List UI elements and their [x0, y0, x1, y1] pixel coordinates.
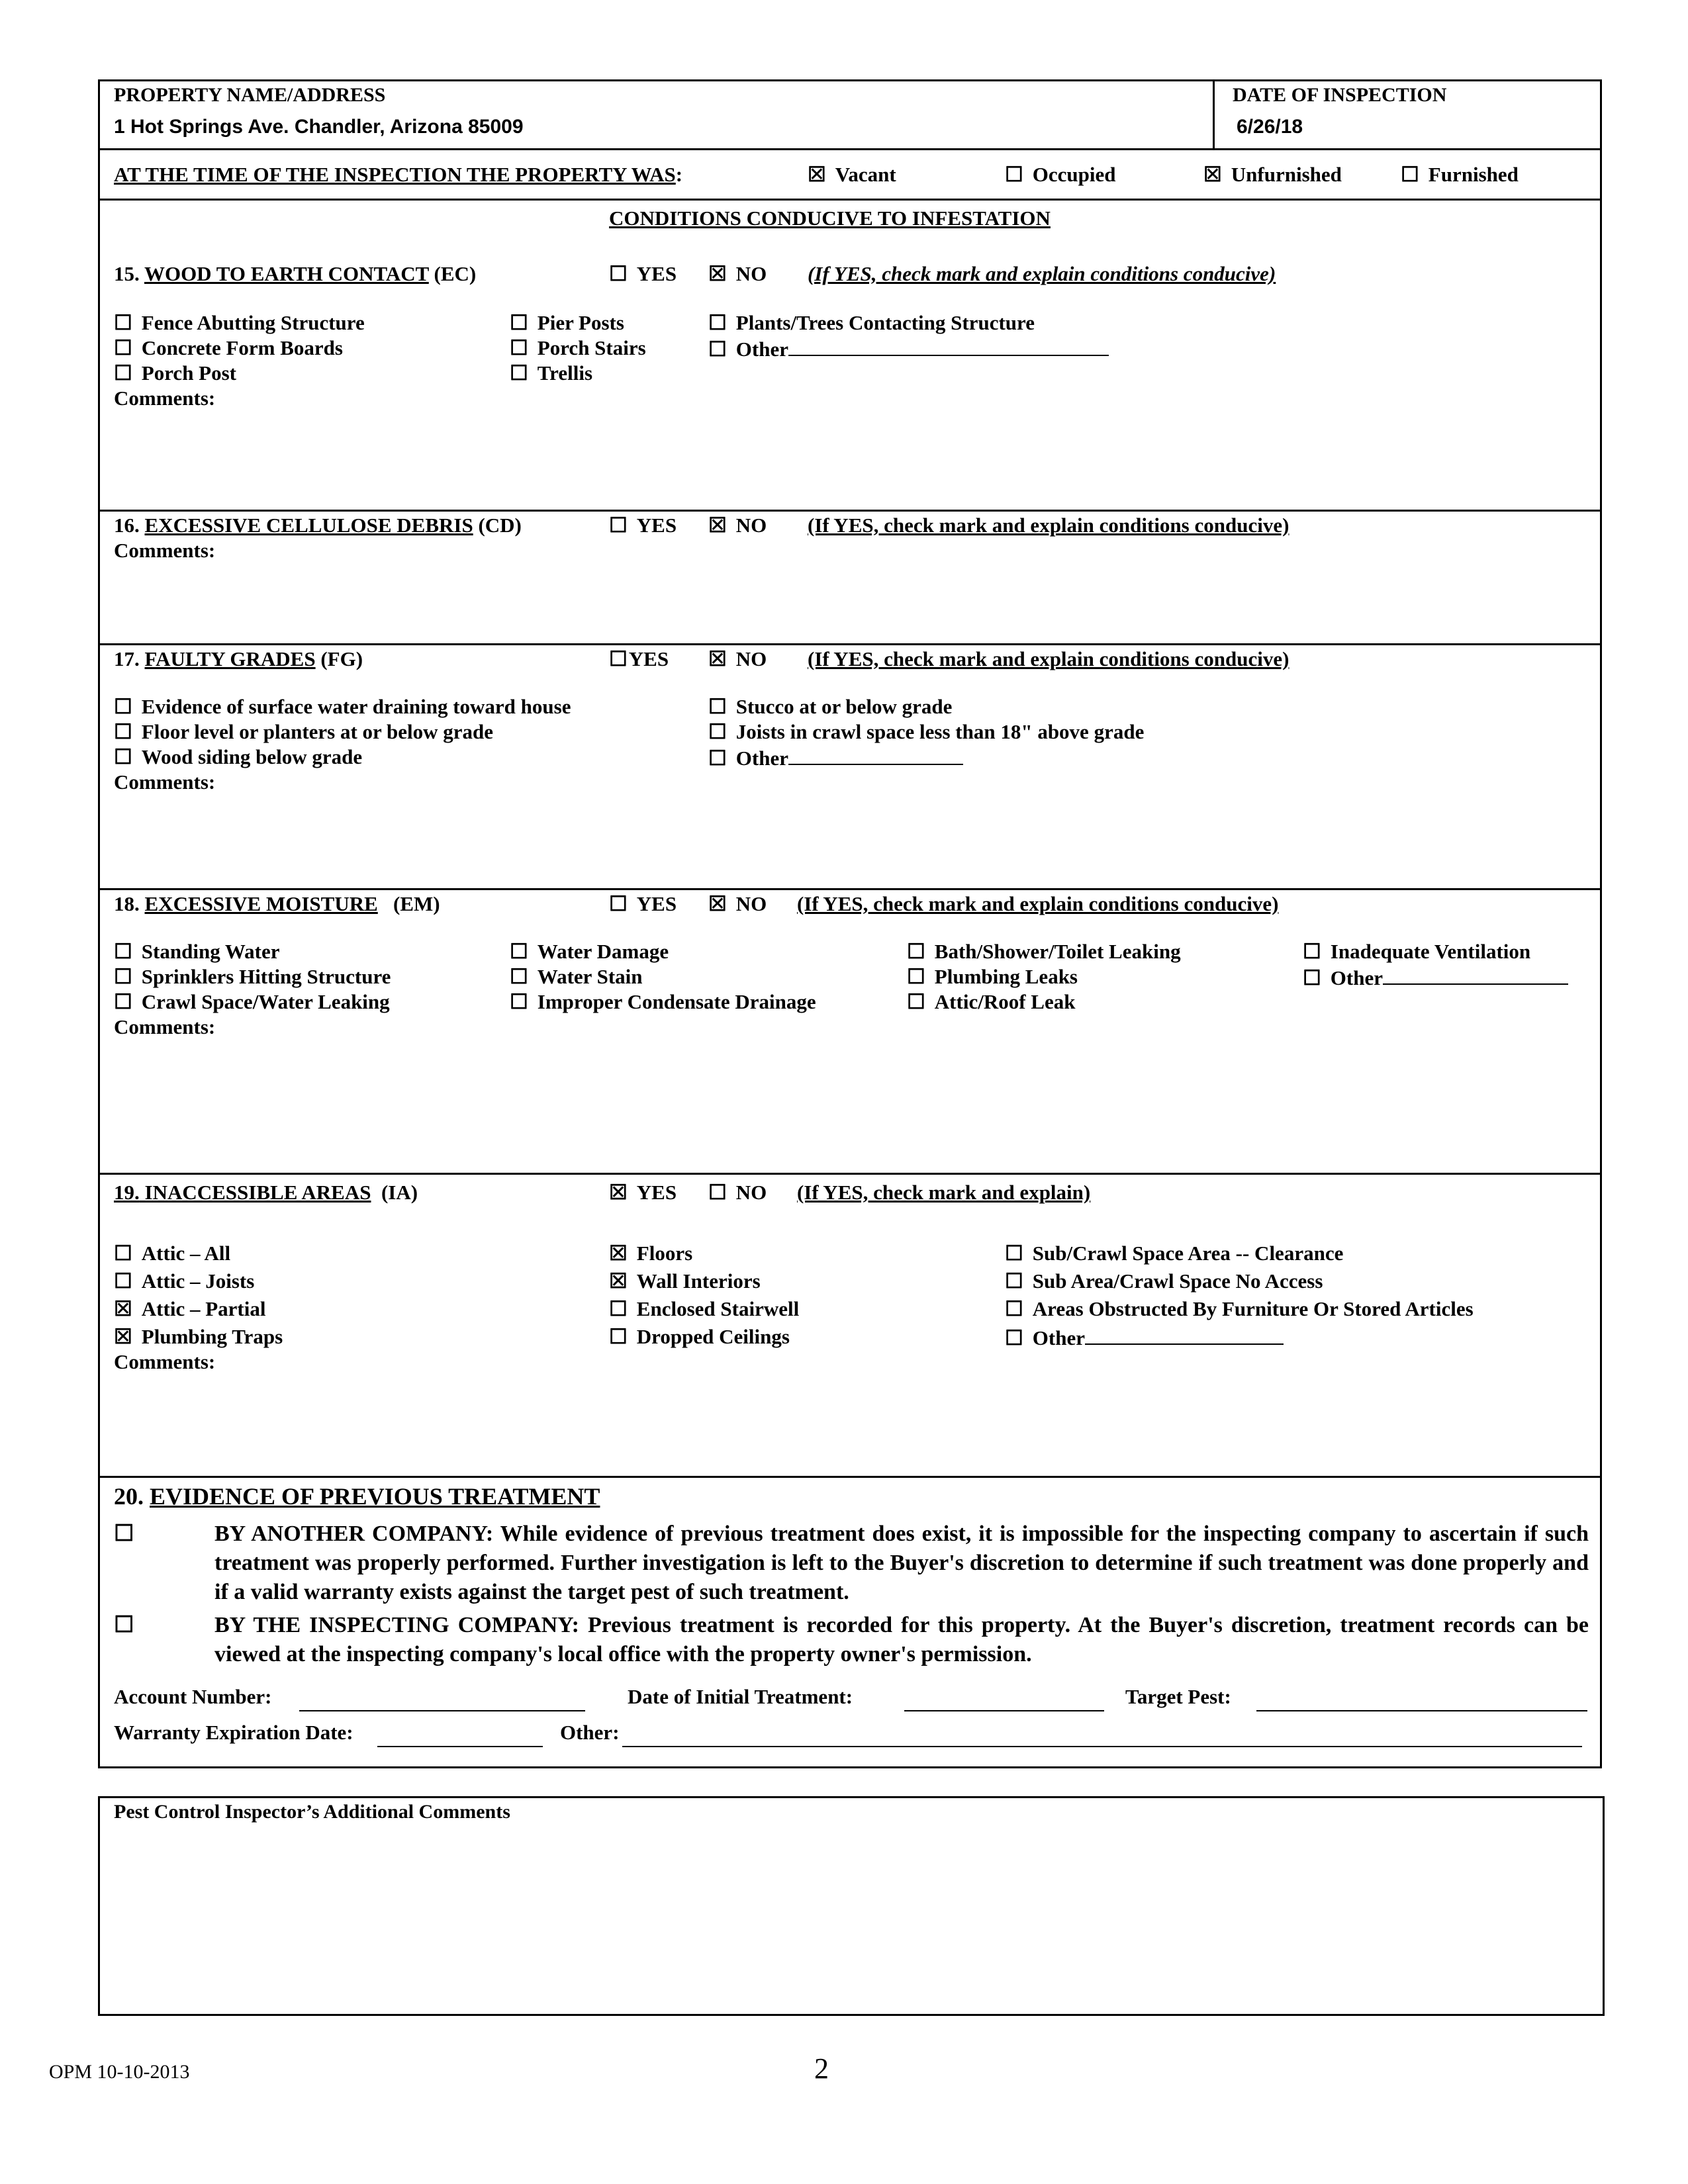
checkbox-icon: ☐ — [708, 338, 727, 361]
checkbox-icon: ☐ — [1005, 1297, 1023, 1320]
checkbox-icon: ☐ — [1005, 1326, 1023, 1349]
checkbox-icon: ☐ — [907, 965, 925, 988]
conditions-title: CONDITIONS CONDUCIVE TO INFESTATION — [609, 206, 1051, 230]
s19-comments-label: Comments: — [114, 1350, 216, 1373]
s18-ventilation[interactable]: ☐ Inadequate Ventilation — [1303, 940, 1531, 963]
other-field[interactable] — [622, 1727, 1582, 1747]
account-number-field[interactable] — [299, 1692, 585, 1711]
checkbox-icon: ☐ — [907, 940, 925, 963]
s20-inspecting-checkbox[interactable]: ☐ — [114, 1613, 134, 1637]
s18-other-line — [1383, 965, 1568, 985]
account-number-label: Account Number: — [114, 1685, 272, 1708]
s18-note: (If YES, check mark and explain conditions conducive) — [797, 892, 1279, 915]
s18-yes[interactable]: ☐ YES — [609, 892, 677, 915]
s15-divider — [98, 510, 1602, 512]
s15-porch-post[interactable]: ☐ Porch Post — [114, 361, 237, 385]
checkbox-icon: ☐ — [609, 647, 628, 670]
s19-divider — [98, 1476, 1602, 1478]
status-vacant[interactable]: ☒ Vacant — [808, 163, 896, 186]
checked-box-icon: ☒ — [1203, 163, 1222, 186]
s19-other-line — [1085, 1325, 1284, 1345]
checkbox-icon: ☐ — [609, 1325, 628, 1348]
checkbox-icon: ☐ — [114, 361, 132, 385]
checkbox-icon: ☐ — [114, 745, 132, 768]
warranty-expiration-field[interactable] — [377, 1727, 543, 1747]
checkbox-icon: ☐ — [114, 965, 132, 988]
status-unfurnished[interactable]: ☒ Unfurnished — [1203, 163, 1342, 186]
checkbox-icon: ☐ — [1401, 163, 1419, 186]
s15-yes[interactable]: ☐ YES — [609, 262, 677, 285]
s18-other[interactable]: ☐ Other — [1303, 965, 1568, 990]
s18-sprinklers[interactable]: ☐ Sprinklers Hitting Structure — [114, 965, 391, 988]
s19-no[interactable]: ☐ NO — [708, 1181, 767, 1204]
s17-yes[interactable]: ☐YES — [609, 647, 669, 670]
s17-surface-water[interactable]: ☐ Evidence of surface water draining toward house — [114, 695, 571, 718]
s18-no[interactable]: ☒ NO — [708, 892, 767, 915]
checkbox-icon: ☐ — [510, 361, 528, 385]
checkbox-icon: ☐ — [510, 336, 528, 359]
s19-attic-all[interactable]: ☐ Attic – All — [114, 1242, 231, 1265]
s15-pier-posts[interactable]: ☐ Pier Posts — [510, 311, 624, 334]
s19-wall-interiors[interactable]: ☒ Wall Interiors — [609, 1269, 761, 1293]
s16-divider — [98, 643, 1602, 645]
s15-trellis[interactable]: ☐ Trellis — [510, 361, 593, 385]
s18-crawl-space-water[interactable]: ☐ Crawl Space/Water Leaking — [114, 990, 390, 1013]
checkbox-icon: ☐ — [114, 940, 132, 963]
checkbox-icon: ☐ — [114, 336, 132, 359]
s15-heading: 15. WOOD TO EARTH CONTACT (EC) — [114, 262, 477, 285]
checkbox-icon: ☐ — [609, 262, 628, 285]
s16-heading: 16. EXCESSIVE CELLULOSE DEBRIS (CD) — [114, 514, 522, 537]
s17-no[interactable]: ☒ NO — [708, 647, 767, 670]
other-label: Other: — [560, 1721, 620, 1744]
s19-note: (If YES, check mark and explain) — [797, 1181, 1091, 1204]
checked-box-icon: ☒ — [609, 1242, 628, 1265]
header-divider — [98, 148, 1602, 150]
checkbox-icon: ☐ — [510, 311, 528, 334]
checked-box-icon: ☒ — [808, 163, 826, 186]
status-occupied[interactable]: ☐ Occupied — [1005, 163, 1116, 186]
s17-comments-label: Comments: — [114, 770, 216, 794]
s18-bath-shower[interactable]: ☐ Bath/Shower/Toilet Leaking — [907, 940, 1181, 963]
checkbox-icon: ☐ — [1303, 940, 1321, 963]
s18-water-damage[interactable]: ☐ Water Damage — [510, 940, 669, 963]
s18-attic-roof[interactable]: ☐ Attic/Roof Leak — [907, 990, 1076, 1013]
s17-other-line — [788, 745, 963, 765]
checked-box-icon: ☒ — [708, 647, 727, 670]
s18-heading: 18. EXCESSIVE MOISTURE (EM) — [114, 892, 440, 915]
s19-yes[interactable]: ☒ YES — [609, 1181, 677, 1204]
s18-divider — [98, 1173, 1602, 1175]
checkbox-icon: ☐ — [114, 1269, 132, 1293]
s15-other[interactable]: ☐ Other — [708, 336, 1109, 361]
checkbox-icon: ☐ — [708, 747, 727, 770]
checkbox-icon: ☐ — [1303, 966, 1321, 989]
checked-box-icon: ☒ — [609, 1181, 628, 1204]
checkbox-icon: ☐ — [114, 311, 132, 334]
checked-box-icon: ☒ — [609, 1269, 628, 1293]
s19-attic-joists[interactable]: ☐ Attic – Joists — [114, 1269, 255, 1293]
s16-no[interactable]: ☒ NO — [708, 514, 767, 537]
s20-another-checkbox[interactable]: ☐ — [114, 1522, 134, 1546]
s19-obstructed[interactable]: ☐ Areas Obstructed By Furniture Or Stored Articles — [1005, 1297, 1474, 1320]
checkbox-icon: ☐ — [708, 311, 727, 334]
s17-stucco[interactable]: ☐ Stucco at or below grade — [708, 695, 953, 718]
checkbox-icon: ☐ — [114, 1242, 132, 1265]
s15-no[interactable]: ☒ NO — [708, 262, 767, 285]
checkbox-icon: ☐ — [609, 1297, 628, 1320]
s19-plumbing-traps[interactable]: ☒ Plumbing Traps — [114, 1325, 283, 1348]
s17-joists[interactable]: ☐ Joists in crawl space less than 18" above grade — [708, 720, 1145, 743]
s19-heading: 19. INACCESSIBLE AREAS (IA) — [114, 1181, 418, 1204]
checkbox-icon: ☐ — [114, 695, 132, 718]
warranty-expiration-label: Warranty Expiration Date: — [114, 1721, 353, 1744]
checkbox-icon: ☐ — [1005, 1242, 1023, 1265]
s18-plumbing-leaks[interactable]: ☐ Plumbing Leaks — [907, 965, 1078, 988]
s18-water-stain[interactable]: ☐ Water Stain — [510, 965, 643, 988]
target-pest-field[interactable] — [1256, 1692, 1587, 1711]
date-of-inspection-label: DATE OF INSPECTION — [1233, 84, 1447, 106]
checked-box-icon: ☒ — [708, 514, 727, 537]
s15-concrete-form-boards[interactable]: ☐ Concrete Form Boards — [114, 336, 343, 359]
checkbox-icon: ☐ — [708, 695, 727, 718]
header-vertical-divider — [1213, 79, 1215, 150]
page-number: 2 — [814, 2052, 829, 2085]
initial-treatment-label: Date of Initial Treatment: — [628, 1685, 853, 1708]
status-divider — [98, 199, 1602, 201]
checkbox-icon: ☐ — [114, 990, 132, 1013]
form-id: OPM 10-10-2013 — [49, 2061, 190, 2083]
s19-crawl-clearance[interactable]: ☐ Sub/Crawl Space Area -- Clearance — [1005, 1242, 1344, 1265]
s19-enclosed-stairwell[interactable]: ☐ Enclosed Stairwell — [609, 1297, 800, 1320]
checkbox-icon: ☐ — [114, 720, 132, 743]
property-address[interactable]: 1 Hot Springs Ave. Chandler, Arizona 85009 — [114, 116, 524, 138]
checked-box-icon: ☒ — [114, 1297, 132, 1320]
additional-comments-label: Pest Control Inspector’s Additional Comments — [114, 1801, 510, 1823]
s20-heading: 20. EVIDENCE OF PREVIOUS TREATMENT — [114, 1483, 600, 1510]
s15-note: (If YES, check mark and explain conditions conducive) — [808, 262, 1276, 285]
s18-comments-label: Comments: — [114, 1015, 216, 1038]
s15-comments-label: Comments: — [114, 387, 216, 410]
date-of-inspection-value[interactable]: 6/26/18 — [1237, 116, 1303, 138]
s17-divider — [98, 888, 1602, 890]
additional-comments-box[interactable] — [98, 1796, 1605, 2016]
s15-porch-stairs[interactable]: ☐ Porch Stairs — [510, 336, 646, 359]
checkbox-icon: ☐ — [1005, 1269, 1023, 1293]
checkbox-icon: ☐ — [708, 1181, 727, 1204]
property-status-label: AT THE TIME OF THE INSPECTION THE PROPERTY WAS: — [114, 163, 683, 186]
s16-note: (If YES, check mark and explain conditions conducive) — [808, 514, 1289, 537]
s19-floors[interactable]: ☒ Floors — [609, 1242, 693, 1265]
checkbox-icon: ☐ — [907, 990, 925, 1013]
s20-another-paragraph: BY ANOTHER COMPANY: While evidence of previous treatment does exist, it is impossible for the inspecting company to ascertain if such treatment was properly performed. Further investigation is left to the Buyer's discretion to determine if such treatment was done properly and if a valid warranty exists against the target pest of such treatment. — [214, 1522, 1589, 1604]
s16-comments-label: Comments: — [114, 539, 216, 562]
checkbox-icon: ☐ — [609, 892, 628, 915]
s18-standing-water[interactable]: ☐ Standing Water — [114, 940, 280, 963]
target-pest-label: Target Pest: — [1125, 1685, 1231, 1708]
checkbox-icon: ☐ — [510, 990, 528, 1013]
status-furnished[interactable]: ☐ Furnished — [1401, 163, 1519, 186]
checkbox-icon: ☐ — [510, 965, 528, 988]
s19-dropped-ceilings[interactable]: ☐ Dropped Ceilings — [609, 1325, 790, 1348]
s17-heading: 17. FAULTY GRADES (FG) — [114, 647, 363, 670]
s17-other[interactable]: ☐ Other — [708, 745, 963, 770]
s19-crawl-no-access[interactable]: ☐ Sub Area/Crawl Space No Access — [1005, 1269, 1323, 1293]
checked-box-icon: ☒ — [114, 1325, 132, 1348]
s15-plants-trees[interactable]: ☐ Plants/Trees Contacting Structure — [708, 311, 1035, 334]
s19-other[interactable]: ☐ Other — [1005, 1325, 1284, 1350]
initial-treatment-field[interactable] — [904, 1692, 1104, 1711]
s19-attic-partial[interactable]: ☒ Attic – Partial — [114, 1297, 266, 1320]
property-label: PROPERTY NAME/ADDRESS — [114, 84, 386, 106]
checkbox-icon: ☐ — [510, 940, 528, 963]
s18-condensate[interactable]: ☐ Improper Condensate Drainage — [510, 990, 816, 1013]
s20-inspecting-paragraph: BY THE INSPECTING COMPANY: Previous treatment is recorded for this property. At the Buyer's discretion, treatment records can be viewed at the inspecting company's local office with the property owner's permission. — [214, 1613, 1589, 1666]
checkbox-icon: ☐ — [708, 720, 727, 743]
checkbox-icon: ☐ — [609, 514, 628, 537]
checked-box-icon: ☒ — [708, 262, 727, 285]
s15-fence-abutting[interactable]: ☐ Fence Abutting Structure — [114, 311, 365, 334]
checkbox-icon: ☐ — [1005, 163, 1023, 186]
s15-other-line — [788, 336, 1109, 356]
s17-wood-siding[interactable]: ☐ Wood siding below grade — [114, 745, 363, 768]
s17-floor-level[interactable]: ☐ Floor level or planters at or below grade — [114, 720, 494, 743]
s17-note: (If YES, check mark and explain conditions conducive) — [808, 647, 1289, 670]
checked-box-icon: ☒ — [708, 892, 727, 915]
s16-yes[interactable]: ☐ YES — [609, 514, 677, 537]
